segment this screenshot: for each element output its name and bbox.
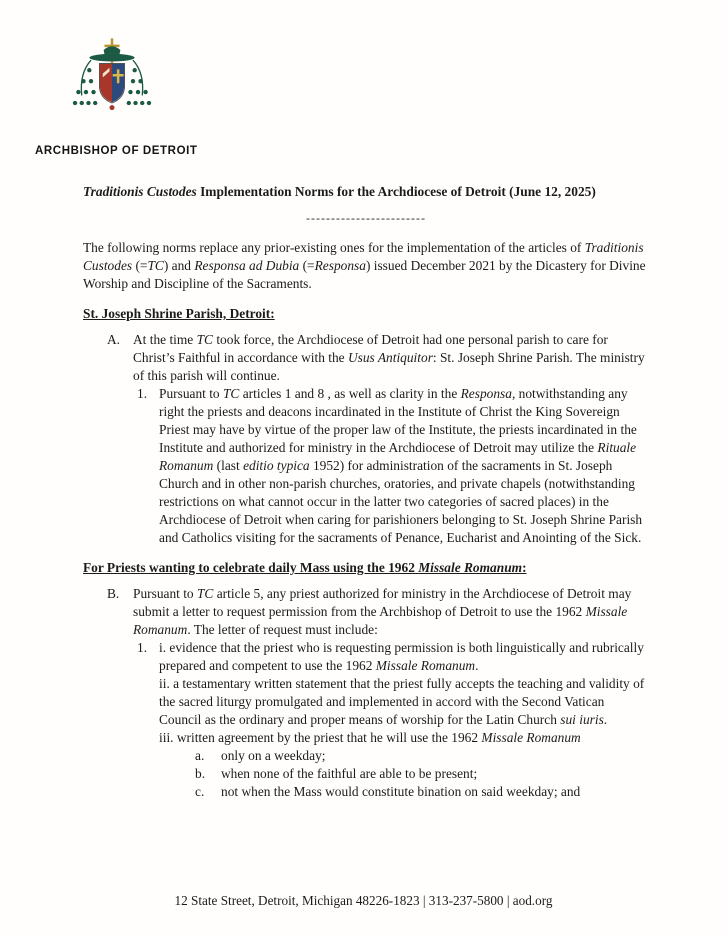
list-item-text: Pursuant to TC article 5, any priest authorized for ministry in the Archdiocese of Detroit may submit a letter to request permission from the Archbishop of Detroit to use the 1962 Missale Romanum. The letter of request must include:: [133, 586, 632, 637]
list-item-label: b.: [195, 766, 206, 781]
list-item-a: [83, 747, 649, 765]
archbishop-coat-of-arms-icon: [70, 33, 154, 131]
list-item-B1-iii: iii. written agreement by the priest that he will use the 1962 Missale Romanum: [159, 730, 581, 745]
footer-address: 12 State Street, Detroit, Michigan 48226-1823 | 313-237-5800 | aod.org: [174, 893, 553, 908]
list-item-text: At the time TC took force, the Archdiocese of Detroit had one personal parish to care for Christ’s Faithful in accordance with the Usus Antiquitor: St. Joseph Shrine Parish. The ministry of this parish will continue.: [133, 332, 645, 383]
document-body: [83, 183, 649, 801]
section-heading-daily-mass: For Priests wanting to celebrate daily Mass using the 1962 Missale Romanum:: [83, 560, 527, 575]
list-item-b: [83, 765, 649, 783]
list-item-label: 1.: [137, 386, 148, 401]
list-item-B1-ii: ii. a testamentary written statement that the priest fully accepts the teaching and validity of the sacred liturgy promulgated and implemented in accord with the Second Vatican Council as the ordinary and proper means of worship for the Latin Church sui iuris.: [159, 676, 645, 727]
list-item-B: [83, 585, 649, 639]
list-item-A1: [83, 385, 649, 547]
document-title: Traditionis Custodes Implementation Norms for the Archdiocese of Detroit (June 12, 2025): [83, 184, 596, 199]
list-item-label: a.: [195, 748, 205, 763]
list-item-text: when none of the faithful are able to be present;: [221, 766, 478, 781]
list-item-text: Pursuant to TC articles 1 and 8 , as well as clarity in the Responsa, notwithstanding any right the priests and deacons incardinated in the Institute of Christ the King Sovereign Priest may have by virtue of the proper law of the Institute, the priests incardinated in the Institute and authorized for ministry in the Archdiocese of Detroit may utilize the Rituale Romanum (last editio typica 1952) for administration of the sacraments in St. Joseph Church and in other non-parish churches, oratories, and private chapels (notwithstanding restrictions on what cannot occur in the latter two categories of sacred places) in the Archdiocese of Detroit when caring for parishioners belonging to St. Joseph Shrine Parish and Catholics visiting for the sacraments of Penance, Eucharist and Anointing of the Sick.: [159, 386, 643, 545]
list-item-text: only on a weekday;: [221, 748, 326, 763]
section-heading-st-joseph: St. Joseph Shrine Parish, Detroit:: [83, 306, 275, 321]
intro-paragraph: The following norms replace any prior-existing ones for the implementation of the articles of Traditionis Custodes (=TC) and Responsa ad Dubia (=Responsa) issued December 2021 by the Dicastery for Divine Worship and Discipline of the Sacraments.: [83, 240, 646, 291]
list-item-B1: [83, 639, 649, 675]
letterhead-org-name: ARCHBISHOP OF DETROIT: [35, 145, 198, 157]
list-item-label: A.: [107, 332, 121, 347]
list-item-A: [83, 331, 649, 385]
list-item-label: c.: [195, 784, 205, 799]
list-item-c: [83, 783, 649, 801]
list-item-label: 1.: [137, 640, 148, 655]
letterhead: [0, 0, 727, 157]
list-item-label: B.: [107, 586, 120, 601]
dashed-divider: ------------------------: [306, 211, 426, 225]
list-item-text: not when the Mass would constitute bination on said weekday; and: [221, 784, 581, 799]
list-item-text: i. evidence that the priest who is requesting permission is both linguistically and rubrically prepared and competent to use the 1962 Missale Romanum.: [159, 640, 644, 673]
